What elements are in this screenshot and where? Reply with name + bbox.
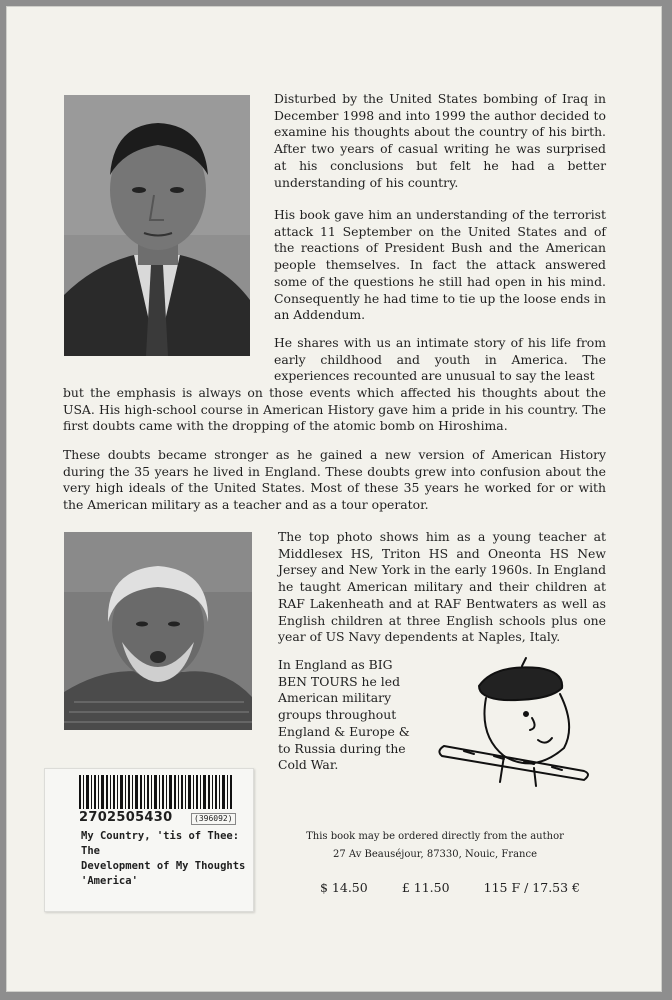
sticker-title: My Country, 'tis of Thee: The Development of My Thoughts 'America' [81, 830, 246, 887]
paragraph-3-top: He shares with us an intimate story of his life from early childhood and youth in America. The experiences recounted are unusual to say the least [274, 335, 606, 384]
order-address: 27 Av Beauséjour, 87330, Nouic, France [332, 849, 538, 860]
author-young-photo [64, 95, 250, 356]
prices [320, 880, 580, 895]
paragraph-6: In England as BIG BEN TOURS he led American military groups throughout England & Europe & to Russia during the Cold War. [278, 657, 410, 773]
price-usd: $ 14.50 [320, 880, 368, 895]
paragraph-4: These doubts became stronger as he gained a new version of American History during the 35 years he lived in England. These doubts grew into confusion about the very high ideals of the United States. Most of these 35 years he worked for or with the American military as a teacher and as a tour operator. [63, 447, 606, 513]
price-gbp: £ 11.50 [401, 880, 450, 895]
paragraph-5: The top photo shows him as a young teacher at Middlesex HS, Triton HS and Oneonta HS New Jersey and New York in the early 1960s. In England he taught American military and their children at RAF Lakenheath and at RAF Bentwaters as well as English children at three English schools plus one year of US Navy dependents at Naples, Italy. [278, 529, 606, 645]
price-frf-eur: 115 F / 17.53 € [483, 880, 580, 895]
paragraph-2: His book gave him an understanding of the terrorist attack 11 September on the United States and of the reactions of President Bush and the American people themselves. In fact the attack answered some of the questions he still had open in his mind. Consequently he had time to tie up the loose ends in an Addendum. [274, 207, 606, 323]
paragraph-3-bottom: but the emphasis is always on those events which affected his thoughts about the USA. His high-school course in American History gave him a pride in his country. The first doubts came with the dropping of the atomic bomb on Hiroshima. [63, 385, 606, 434]
paragraph-1: Disturbed by the United States bombing of Iraq in December 1998 and into 1999 the author decided to examine his thoughts about the country of his birth. After two years of casual writing he was surprised at his conclusions but felt he had a better understanding of his country. [274, 91, 606, 190]
order-line-1: This book may be ordered directly from the author [306, 831, 564, 842]
author-older-photo [64, 532, 252, 730]
barcode-code: (396092) [191, 813, 236, 825]
barcode-sticker [44, 768, 254, 912]
cartoon-sketch [434, 656, 594, 794]
barcode-number: 2702505430 [79, 810, 173, 825]
barcode [79, 775, 233, 809]
